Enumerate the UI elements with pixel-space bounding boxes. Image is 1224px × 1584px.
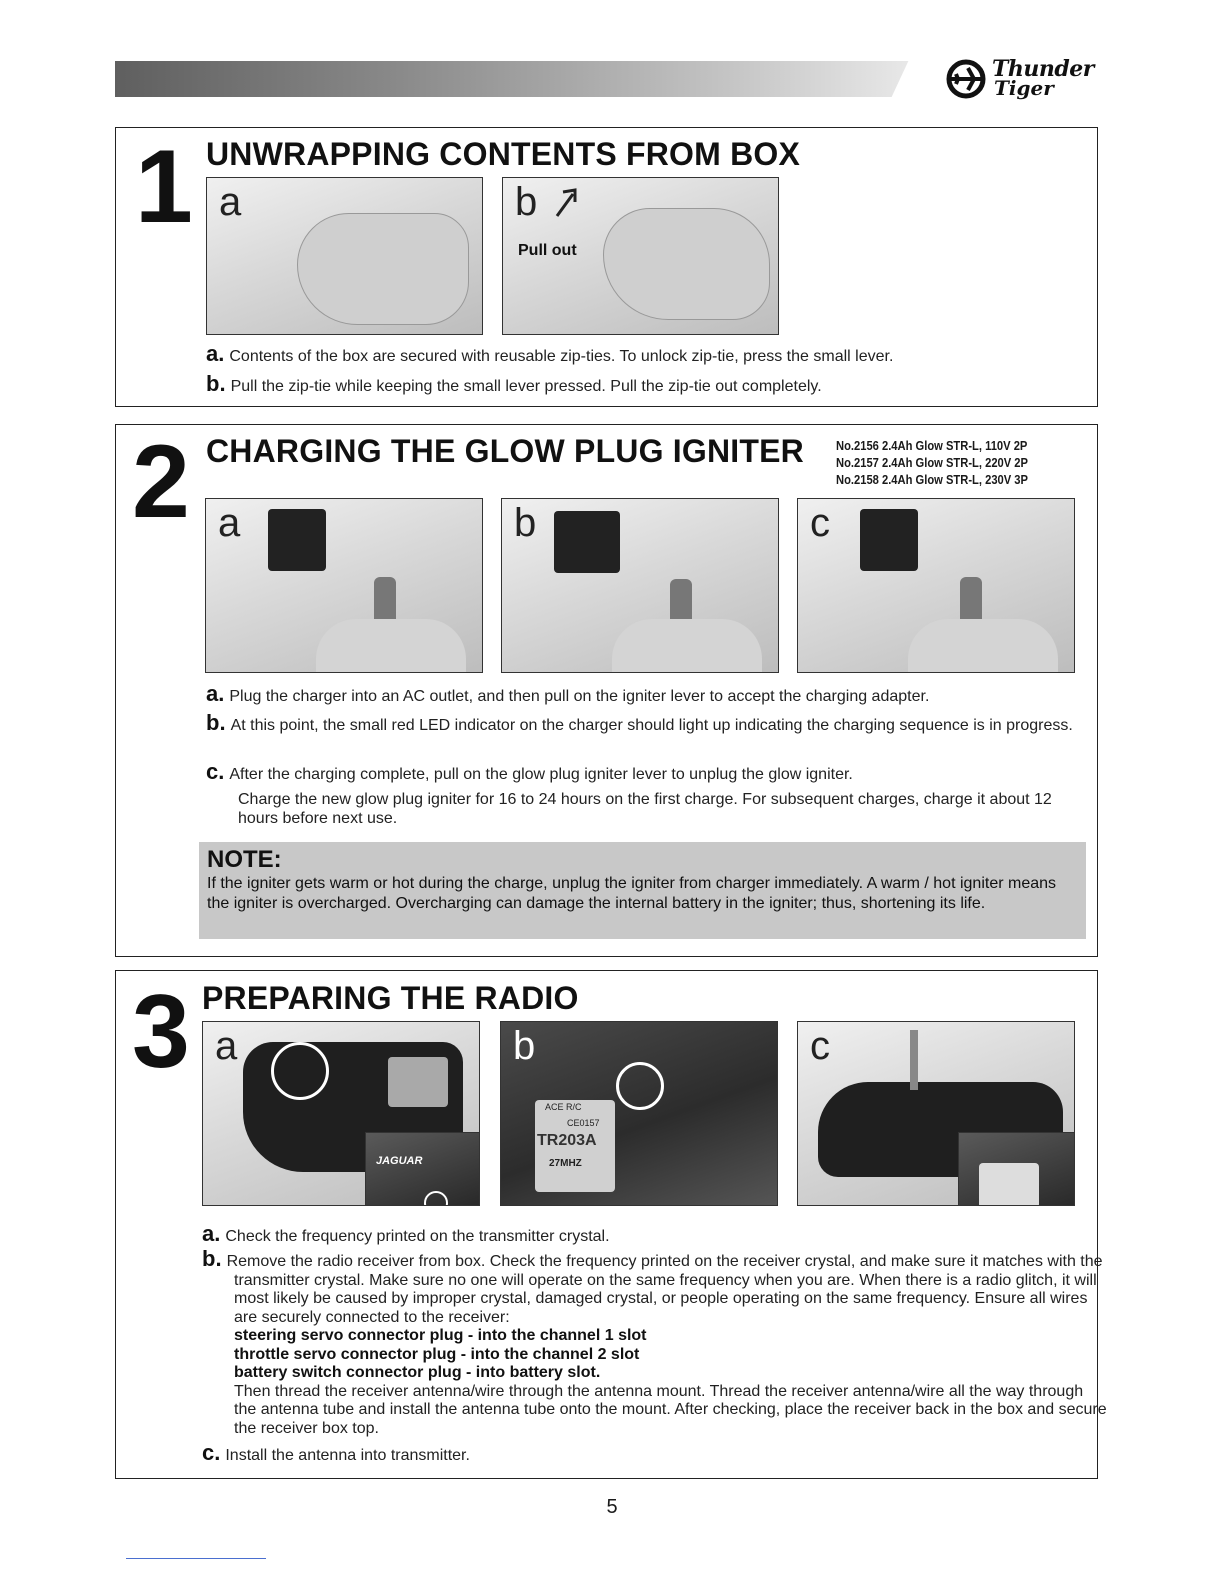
photo-label: a <box>219 180 242 224</box>
photo-1a <box>206 177 483 335</box>
step-text: Contents of the box are secured with reusable zip-ties. To unlock zip-tie, press the small lever. <box>229 348 894 365</box>
highlight-circle <box>424 1191 448 1206</box>
step-letter: a. <box>202 1221 221 1246</box>
receiver-ce-text: CE0157 <box>567 1118 600 1128</box>
photo-3b <box>500 1021 778 1206</box>
photo-3a <box>202 1021 480 1206</box>
note-title: NOTE: <box>207 846 282 873</box>
note-text: If the igniter gets warm or hot during the charge, unplug the igniter from charger immediately. A warm / hot igniter means the igniter is overcharged. Overcharging can damage the internal battery in the igniter; thus, shortening its life. <box>207 875 1057 912</box>
antenna-instructions: Then thread the receiver antenna/wire through the antenna mount. Thread the receiver antenna/wire all the way through the antenna tube and install the antenna tube onto the mount. After checking, place the receiver back in the box and secure the receiver box top. <box>234 1382 1107 1437</box>
photo-1b <box>502 177 779 335</box>
inset-photo <box>365 1132 480 1206</box>
photo-label: a <box>215 1024 238 1068</box>
section-2-number: 2 <box>132 424 190 540</box>
header-gradient-bar <box>115 61 930 97</box>
step-3b <box>202 1246 1109 1438</box>
hand-illustration <box>316 619 466 673</box>
logo-text-bottom: Tiger <box>994 76 1054 100</box>
highlight-circle <box>271 1042 329 1100</box>
charger-illustration <box>554 511 620 573</box>
model-line: No.2156 2.4Ah Glow STR-L, 110V 2P <box>836 438 1028 453</box>
wiring-line-2: throttle servo connector plug - into the channel 2 slot <box>234 1345 640 1363</box>
hand-illustration <box>908 619 1058 673</box>
section-1-title: UNWRAPPING CONTENTS FROM BOX <box>206 136 801 172</box>
photo-label: c <box>810 1024 830 1068</box>
step-letter: b. <box>202 1246 222 1271</box>
step-letter: b. <box>206 710 226 735</box>
hand-illustration <box>612 619 762 673</box>
antenna-illustration <box>910 1030 918 1090</box>
step-text: Install the antenna into transmitter. <box>225 1447 470 1464</box>
receiver-illustration <box>535 1100 615 1192</box>
photo-3c <box>797 1021 1075 1206</box>
transmitter-sticker <box>388 1057 448 1107</box>
step-text: Remove the radio receiver from box. Check the frequency printed on the receiver crystal, and make sure it matches with the transmitter crystal. Make sure no one will operate on the same frequency when you are. When there is a radio glitch, it will most likely be caused by improper crystal, damaged crystal, or people operating on the same frequency. Ensure all wires are securely connected to the receiver: <box>226 1253 1103 1326</box>
thunder-tiger-logo <box>944 56 1104 102</box>
step-letter: c. <box>202 1440 221 1465</box>
model-list <box>836 437 1028 488</box>
step-letter: c. <box>206 759 225 784</box>
page-number: 5 <box>606 1496 618 1518</box>
step-1b <box>206 371 1076 396</box>
step-text: Check the frequency printed on the transmitter crystal. <box>225 1228 610 1245</box>
step-text: Plug the charger into an AC outlet, and then pull on the igniter lever to accept the charging adapter. <box>229 688 930 705</box>
transmitter-detail <box>979 1163 1039 1206</box>
step-2a <box>206 681 1108 706</box>
step-text: After the charging complete, pull on the glow plug igniter lever to unplug the glow igniter. <box>229 766 853 783</box>
receiver-brand-text: ACE R/C <box>545 1102 582 1112</box>
photo-label: c <box>810 501 830 545</box>
charger-illustration <box>268 509 326 571</box>
photo-2a <box>205 498 483 673</box>
model-line: No.2157 2.4Ah Glow STR-L, 220V 2P <box>836 455 1028 470</box>
photo-2b <box>501 498 779 673</box>
inset-photo <box>958 1132 1075 1206</box>
step-2c <box>206 759 1108 784</box>
step-letter: b. <box>206 371 226 396</box>
wiring-line-3: battery switch connector plug - into battery slot. <box>234 1364 601 1381</box>
receiver-freq-text: 27MHZ <box>549 1158 582 1169</box>
step-letter: a. <box>206 681 225 706</box>
note-box <box>199 842 1086 939</box>
section-3-number: 3 <box>132 974 190 1090</box>
footer-rule <box>126 1558 266 1559</box>
step-1a <box>206 341 1076 366</box>
step-text: Pull the zip-tie while keeping the small lever pressed. Pull the zip-tie out completely. <box>230 378 822 395</box>
hand-illustration <box>603 208 770 320</box>
pull-out-caption: Pull out <box>518 242 577 259</box>
section-3-title: PREPARING THE RADIO <box>202 980 579 1016</box>
step-3a <box>202 1221 1104 1246</box>
receiver-model-text: TR203A <box>537 1132 597 1149</box>
step-letter: a. <box>206 341 225 366</box>
highlight-circle <box>616 1062 664 1110</box>
step-text: At this point, the small red LED indicator on the charger should light up indicating the charging sequence is in progress. <box>230 717 1073 734</box>
step-2b <box>206 710 1108 735</box>
hand-illustration <box>297 213 469 325</box>
photo-label: b <box>515 180 538 224</box>
charger-illustration <box>860 509 918 571</box>
logo-text-top: Thunder <box>992 56 1094 82</box>
photo-2c <box>797 498 1075 673</box>
section-1-number: 1 <box>135 129 193 245</box>
wiring-line-1: steering servo connector plug - into the channel 1 slot <box>234 1327 647 1344</box>
photo-label: b <box>514 501 537 545</box>
logo-plane-icon <box>944 56 990 102</box>
photo-label: a <box>218 501 241 545</box>
pull-arrow-icon <box>551 186 581 220</box>
photo-label: b <box>513 1024 536 1068</box>
section-2-title: CHARGING THE GLOW PLUG IGNITER <box>206 433 804 469</box>
step-3c <box>202 1440 1104 1465</box>
model-line: No.2158 2.4Ah Glow STR-L, 230V 3P <box>836 472 1028 487</box>
jaguar-brand-label: JAGUAR <box>376 1155 423 1167</box>
charge-instructions: Charge the new glow plug igniter for 16 to 24 hours on the first charge. For subsequent charges, charge it about 12 hours before next use. <box>238 791 1052 827</box>
